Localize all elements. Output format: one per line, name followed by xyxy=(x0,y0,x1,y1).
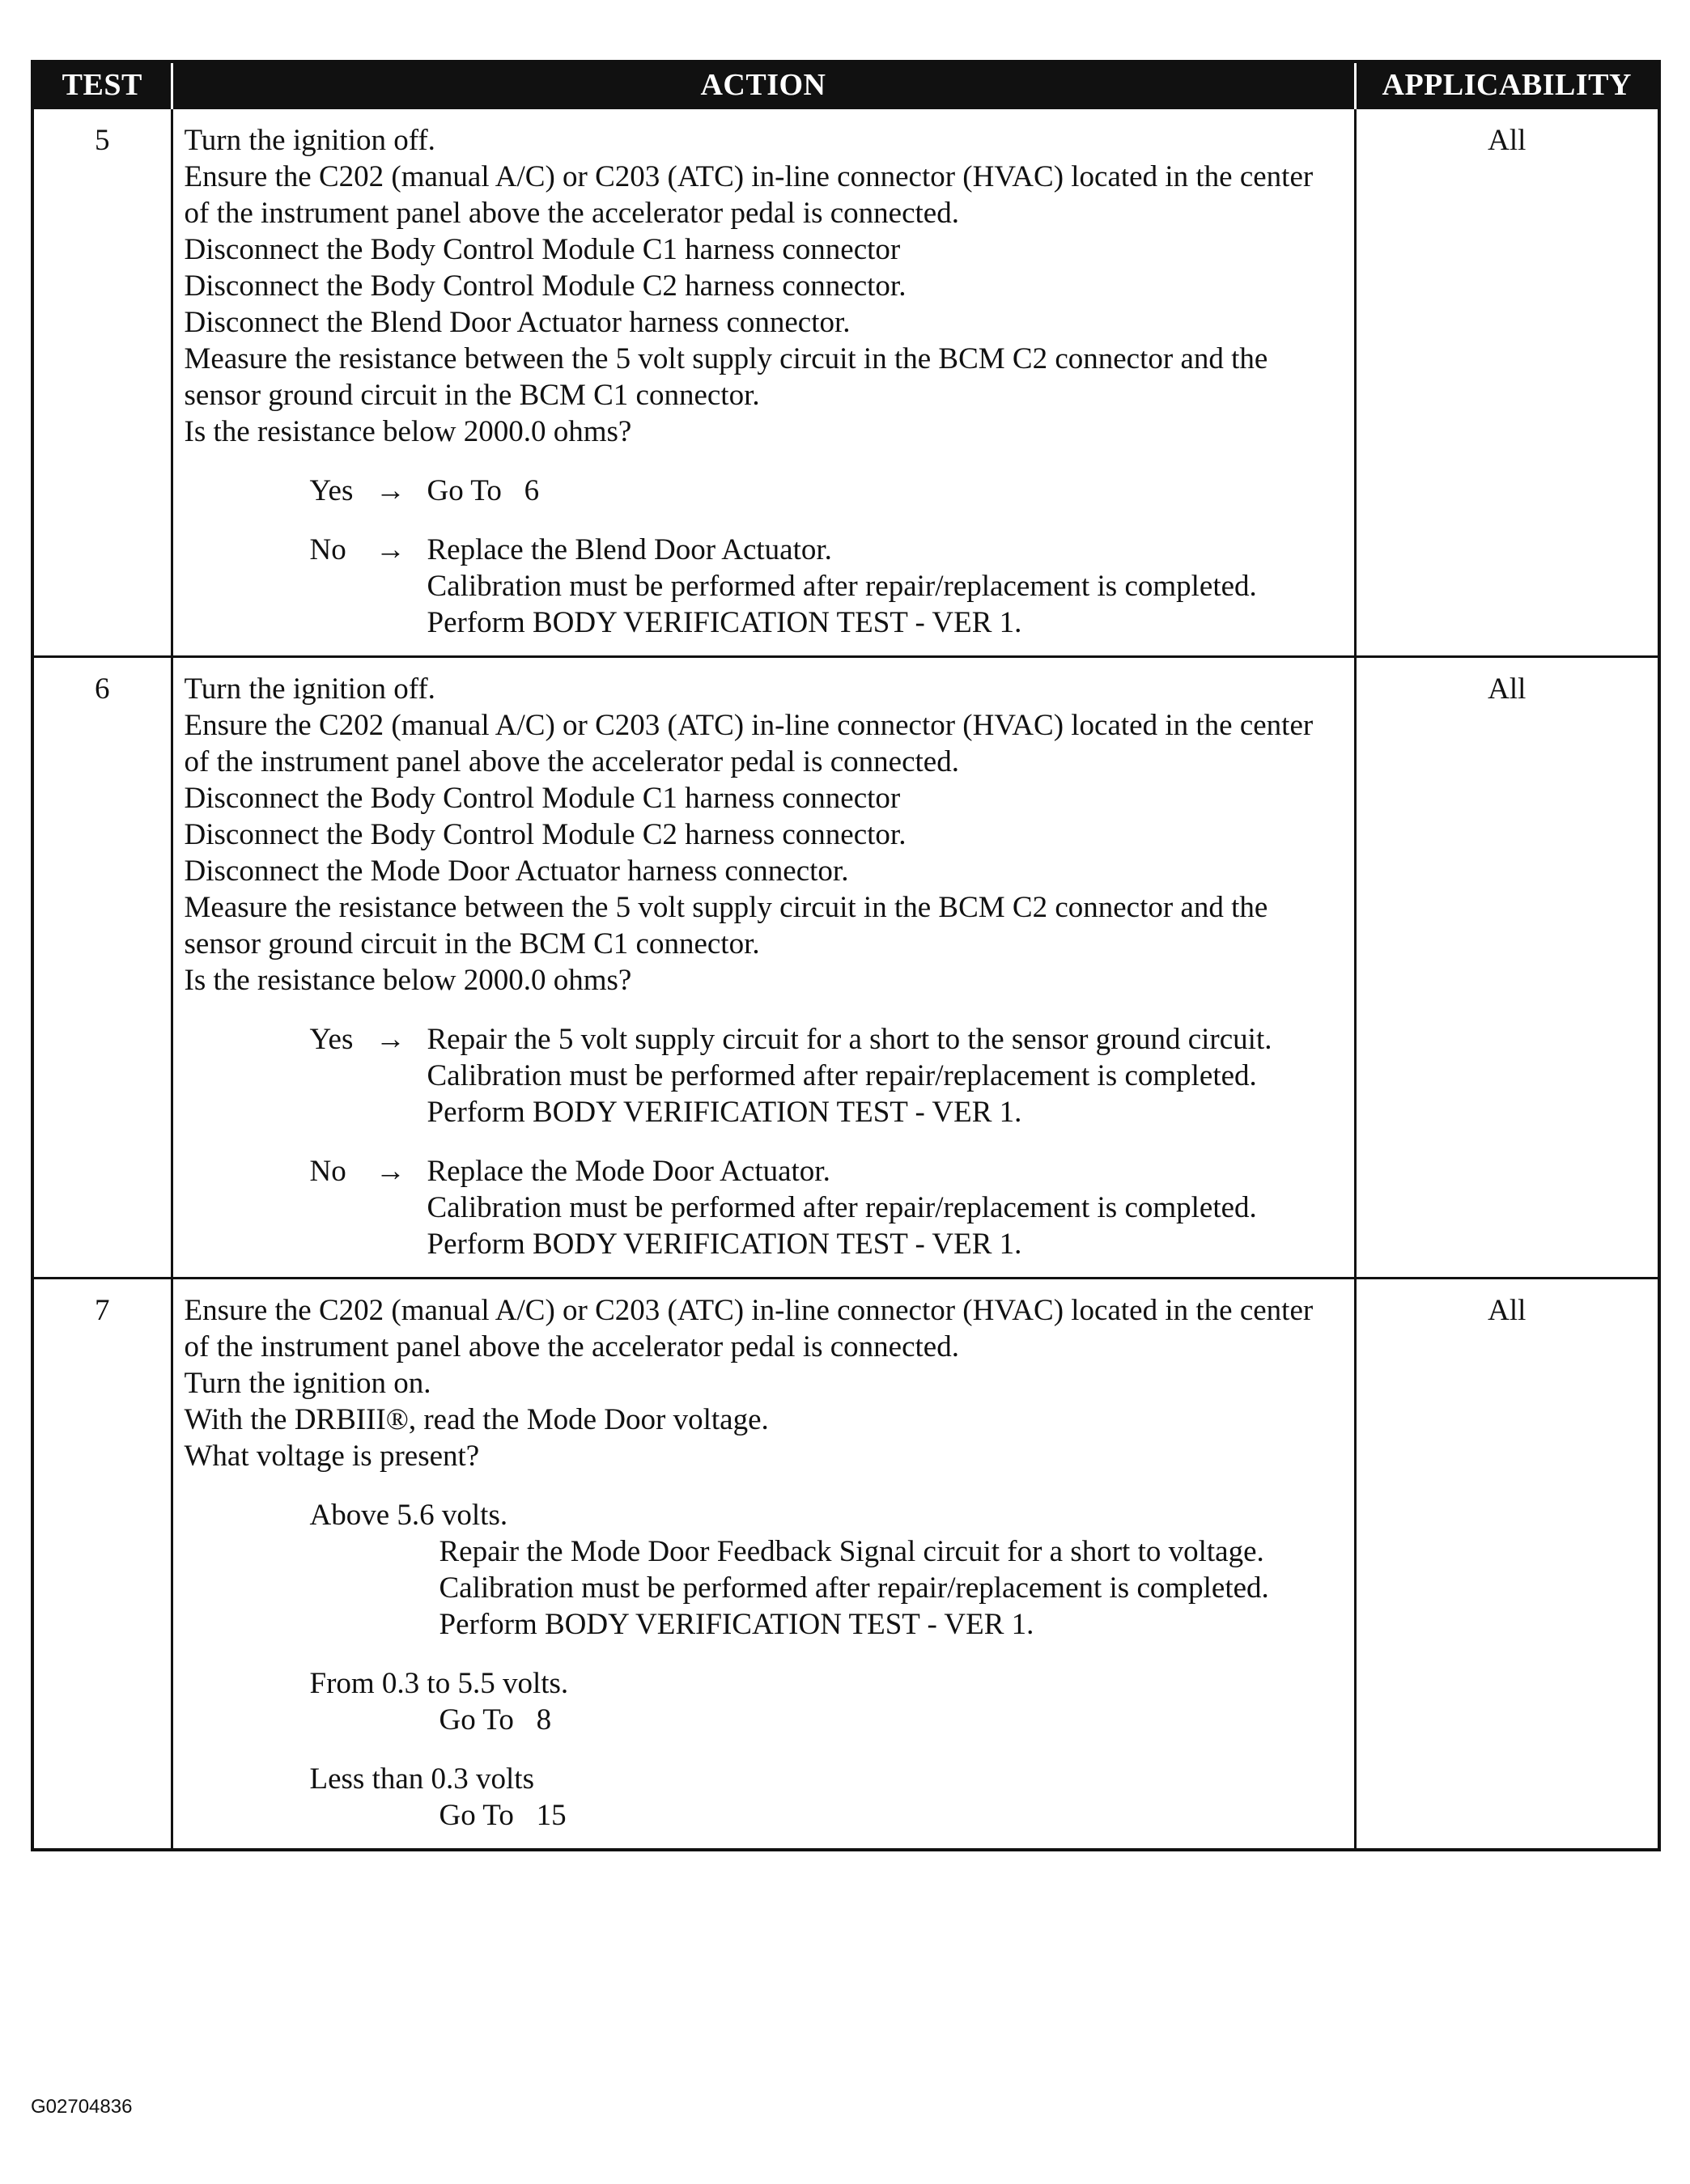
result-line: Calibration must be performed after repair/replacement is completed. xyxy=(427,1059,1257,1092)
action-step: Measure the resistance between the 5 volt supply circuit in the BCM C2 connector and the sensor ground circuit in the BCM C1 connector. xyxy=(184,891,1268,961)
result-line: Replace the Blend Door Actuator. xyxy=(427,533,832,566)
arrow-right-icon: → xyxy=(376,1155,406,1188)
test-number: 7 xyxy=(32,1279,172,1851)
action-step: Ensure the C202 (manual A/C) or C203 (ATC) in-line connector (HVAC) located in the center of the instrument panel above the accelerator pedal is connected. xyxy=(184,160,1314,230)
result-line: Perform BODY VERIFICATION TEST - VER 1. xyxy=(427,1096,1022,1129)
result-line: Go To 6 xyxy=(427,474,540,507)
result-line: Perform BODY VERIFICATION TEST - VER 1. xyxy=(439,1608,1034,1641)
table-row-test-6 xyxy=(32,657,1659,1279)
result-line: Replace the Mode Door Actuator. xyxy=(427,1155,830,1188)
result-line: Repair the Mode Door Feedback Signal circuit for a short to voltage. xyxy=(439,1535,1264,1568)
result-line: Go To 15 xyxy=(439,1799,567,1832)
table-row-test-7 xyxy=(32,1279,1659,1851)
action-step: Disconnect the Body Control Module C1 harness connector xyxy=(184,782,901,815)
outcome-label: Yes xyxy=(309,1023,354,1056)
result-line: Calibration must be performed after repair/replacement is completed. xyxy=(427,570,1257,603)
action-question: Is the resistance below 2000.0 ohms? xyxy=(184,964,632,997)
action-step: Turn the ignition off. xyxy=(184,124,435,157)
result-line: Go To 8 xyxy=(439,1703,552,1737)
applicability-value: All xyxy=(1355,657,1659,1279)
result-line: Perform BODY VERIFICATION TEST - VER 1. xyxy=(427,606,1022,639)
outcome-result xyxy=(427,532,1344,641)
arrow-right-icon: → xyxy=(376,533,406,566)
table-header-row xyxy=(32,61,1659,108)
outcome-label: Above 5.6 volts. xyxy=(309,1499,508,1532)
diagnostic-test-table xyxy=(31,60,1661,1851)
action-step: Disconnect the Body Control Module C1 harness connector xyxy=(184,233,901,266)
outcome-result xyxy=(427,1021,1344,1130)
arrow-right-icon: → xyxy=(376,474,406,507)
action-step: Turn the ignition on. xyxy=(184,1367,431,1400)
test-number: 5 xyxy=(32,108,172,657)
voltage-outcome xyxy=(310,1761,1344,1834)
outcome-label: No xyxy=(309,533,346,566)
action-step: With the DRBIII®, read the Mode Door voltage. xyxy=(184,1403,769,1436)
result-line: Perform BODY VERIFICATION TEST - VER 1. xyxy=(427,1228,1022,1261)
action-step: Disconnect the Mode Door Actuator harness connector. xyxy=(184,855,849,888)
outcome-label: No xyxy=(309,1155,346,1188)
applicability-value: All xyxy=(1355,1279,1659,1851)
outcome-label: From 0.3 to 5.5 volts. xyxy=(309,1667,569,1700)
voltage-outcome xyxy=(310,1497,1344,1643)
action-step: Disconnect the Body Control Module C2 harness connector. xyxy=(184,269,907,303)
result-line: Calibration must be performed after repair/replacement is completed. xyxy=(439,1571,1269,1605)
outcome-no xyxy=(310,532,1344,641)
outcome-no xyxy=(310,1153,1344,1262)
outcome-result xyxy=(427,1153,1344,1262)
header-action: ACTION xyxy=(172,61,1355,108)
arrow-right-icon: → xyxy=(376,1023,406,1056)
action-cell xyxy=(172,1279,1355,1851)
result-line: Repair the 5 volt supply circuit for a short to the sensor ground circuit. xyxy=(427,1023,1272,1056)
outcome-yes xyxy=(310,1021,1344,1130)
outcome-label: Yes xyxy=(309,474,354,507)
action-step: Turn the ignition off. xyxy=(184,672,435,706)
action-cell xyxy=(172,657,1355,1279)
table-row-test-5 xyxy=(32,108,1659,657)
outcome-yes xyxy=(310,473,1344,509)
outcome-result xyxy=(427,473,1344,509)
outcome-label: Less than 0.3 volts xyxy=(309,1762,534,1796)
test-number: 6 xyxy=(32,657,172,1279)
header-applicability: APPLICABILITY xyxy=(1355,61,1659,108)
action-step: Ensure the C202 (manual A/C) or C203 (ATC) in-line connector (HVAC) located in the center of the instrument panel above the accelerator pedal is connected. xyxy=(184,709,1314,778)
applicability-value: All xyxy=(1355,108,1659,657)
header-test: TEST xyxy=(32,61,172,108)
action-step: Disconnect the Body Control Module C2 harness connector. xyxy=(184,818,907,851)
result-line: Calibration must be performed after repair/replacement is completed. xyxy=(427,1191,1257,1224)
voltage-outcome xyxy=(310,1665,1344,1738)
action-question: What voltage is present? xyxy=(184,1440,480,1473)
figure-id: G02704836 xyxy=(31,2096,133,2118)
action-step: Disconnect the Blend Door Actuator harness connector. xyxy=(184,306,851,339)
action-step: Ensure the C202 (manual A/C) or C203 (ATC) in-line connector (HVAC) located in the center of the instrument panel above the accelerator pedal is connected. xyxy=(184,1294,1314,1363)
action-step: Measure the resistance between the 5 volt supply circuit in the BCM C2 connector and the sensor ground circuit in the BCM C1 connector. xyxy=(184,342,1268,412)
action-cell xyxy=(172,108,1355,657)
action-question: Is the resistance below 2000.0 ohms? xyxy=(184,415,632,448)
